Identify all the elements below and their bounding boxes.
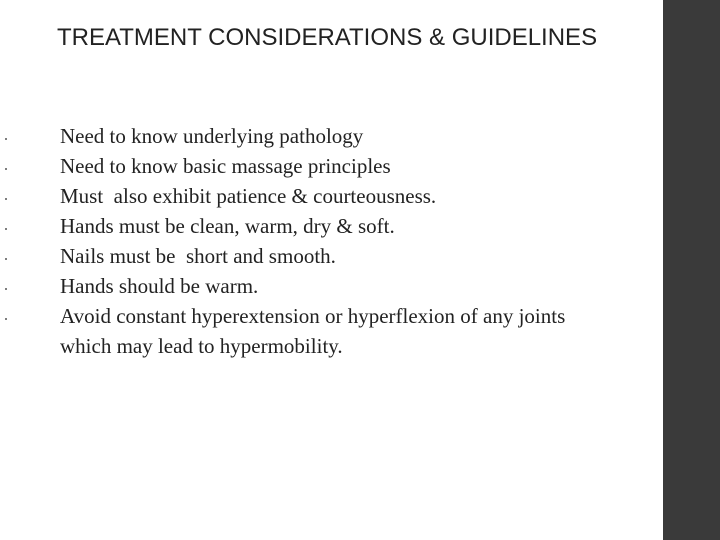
bullet-item [0, 121, 620, 151]
bullet-list [0, 121, 660, 361]
bullet-dot-icon [5, 318, 7, 320]
bullet-dot-icon [5, 168, 7, 170]
bullet-item [0, 181, 620, 211]
bullet-text: Need to know basic massage principles [60, 154, 391, 178]
bullet-item [0, 241, 620, 271]
bullet-text: Avoid constant hyperextension or hyperflexion of any joints which may lead to hypermobility. [60, 304, 566, 358]
slide-title: TREATMENT CONSIDERATIONS & GUIDELINES [57, 24, 598, 51]
bullet-text: Hands should be warm. [60, 274, 259, 298]
bullet-item [0, 151, 620, 181]
bullet-item [0, 211, 620, 241]
bullet-item [0, 271, 620, 301]
bullet-dot-icon [5, 138, 7, 140]
side-bar [663, 0, 720, 540]
bullet-dot-icon [5, 228, 7, 230]
bullet-dot-icon [5, 258, 7, 260]
bullet-dot-icon [5, 288, 7, 290]
bullet-text: Hands must be clean, warm, dry & soft. [60, 214, 395, 238]
bullet-text: Must also exhibit patience & courteousness. [60, 184, 437, 208]
bullet-text: Need to know underlying pathology [60, 124, 364, 148]
bullet-dot-icon [5, 198, 7, 200]
bullet-text: Nails must be short and smooth. [60, 244, 336, 268]
bullet-item [0, 301, 620, 361]
